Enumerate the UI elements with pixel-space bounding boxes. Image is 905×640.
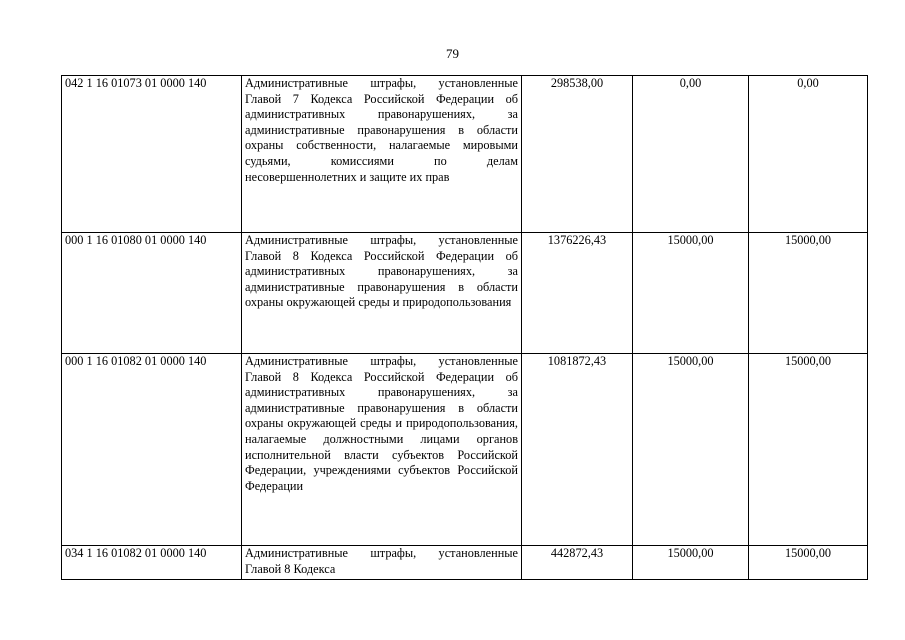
amount-cell: 15000,00	[749, 546, 868, 580]
budget-code-cell: 000 1 16 01082 01 0000 140	[62, 354, 242, 546]
description-cell: Административные штрафы, установленные Главой 7 Кодекса Российской Федерации об административных правонарушениях, за административные правонарушения в области охраны собственности, налагаемые мировыми судьями, комиссиями по делам несовершеннолетних и защите их прав	[242, 76, 522, 233]
table-row	[62, 233, 868, 354]
table-row	[62, 546, 868, 580]
amount-cell: 15000,00	[633, 546, 749, 580]
description-cell: Административные штрафы, установленные Главой 8 Кодекса	[242, 546, 522, 580]
budget-table	[61, 75, 868, 580]
amount-cell: 0,00	[749, 76, 868, 233]
amount-cell: 15000,00	[633, 354, 749, 546]
budget-code-cell: 000 1 16 01080 01 0000 140	[62, 233, 242, 354]
budget-code-cell: 034 1 16 01082 01 0000 140	[62, 546, 242, 580]
amount-cell: 15000,00	[633, 233, 749, 354]
amount-cell: 1081872,43	[522, 354, 633, 546]
description-cell: Административные штрафы, установленные Главой 8 Кодекса Российской Федерации об административных правонарушениях, за административные правонарушения в области охраны окружающей среды и природопользования, налагаемые должностными лицами органов исполнительной власти субъектов Российской Федерации, учреждениями субъектов Российской Федерации	[242, 354, 522, 546]
table-row	[62, 76, 868, 233]
table-row	[62, 354, 868, 546]
amount-cell: 298538,00	[522, 76, 633, 233]
amount-cell: 15000,00	[749, 233, 868, 354]
amount-cell: 442872,43	[522, 546, 633, 580]
description-cell: Административные штрафы, установленные Главой 8 Кодекса Российской Федерации об административных правонарушениях, за административные правонарушения в области охраны окружающей среды и природопользования	[242, 233, 522, 354]
amount-cell: 0,00	[633, 76, 749, 233]
amount-cell: 1376226,43	[522, 233, 633, 354]
amount-cell: 15000,00	[749, 354, 868, 546]
budget-code-cell: 042 1 16 01073 01 0000 140	[62, 76, 242, 233]
page-number: 79	[446, 46, 459, 61]
